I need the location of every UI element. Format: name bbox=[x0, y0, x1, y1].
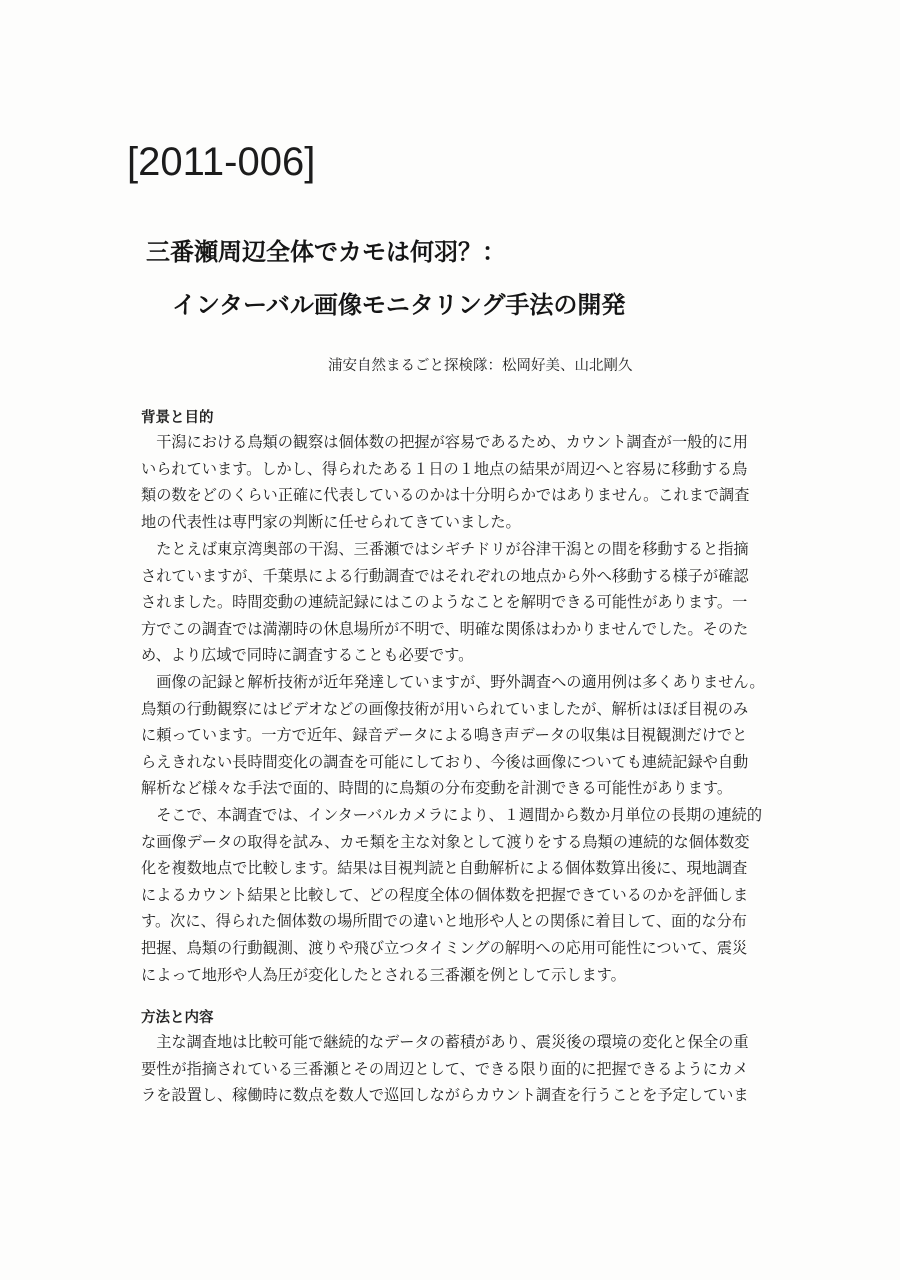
paragraph-line: 画像の記録と解析技術が近年発達していますが、野外調査への適用例は多くありません。 bbox=[156, 673, 765, 691]
paragraph-line: に頼っています。一方で近年、録音データによる鳴き声データの収集は目視観測だけでと bbox=[141, 726, 748, 745]
paragraph-line: 鳥類の行動観察にはビデオなどの画像技術が用いられていましたが、解析はほぼ目視のみ bbox=[141, 699, 749, 718]
paragraph bbox=[141, 429, 781, 535]
paragraph-line: たとえば東京湾奥部の干潟、三番瀬ではシギチドリが谷津干潟との間を移動すると指摘 bbox=[156, 540, 749, 558]
paragraph bbox=[141, 669, 781, 802]
paragraph-line: によるカウント結果と比較して、どの程度全体の個体数を把握できているのかを評価しま bbox=[141, 885, 749, 904]
section-heading-methods: 方法と内容 bbox=[141, 1009, 214, 1026]
paragraph-line: 主な調査地は比較可能で継続的なデータの蓄積があり、震災後の環境の変化と保全の重 bbox=[156, 1033, 749, 1051]
title-line-2: インターバル画像モニタリング手法の開発 bbox=[172, 290, 626, 319]
paragraph-line: によって地形や人為圧が変化したとされる三番瀬を例として示します。 bbox=[141, 965, 626, 984]
section-heading-background: 背景と目的 bbox=[141, 409, 214, 426]
paragraph-line: 把握、鳥類の行動観測、渡りや飛び立つタイミングの解明への応用可能性について、震災 bbox=[141, 938, 748, 957]
paragraph-line: 解析など様々な手法で面的、時間的に鳥類の分布変動を計測できる可能性があります。 bbox=[141, 779, 733, 798]
document-id: [2011-006] bbox=[127, 140, 316, 184]
paragraph-line: め、より広域で同時に調査することも必要です。 bbox=[141, 646, 474, 665]
paragraph-line: 要性が指摘されている三番瀬とその周辺として、できる限り面的に把握できるようにカメ bbox=[141, 1059, 749, 1078]
paragraph-line: そこで、本調査では、インターバルカメラにより、１週間から数か月単位の長期の連続的 bbox=[156, 806, 763, 824]
paragraph-line: 化を複数地点で比較します。結果は目視判読と自動解析による個体数算出後に、現地調査 bbox=[141, 859, 748, 878]
paragraph-line: 類の数をどのくらい正確に代表しているのかは十分明らかではありません。これまで調査 bbox=[141, 486, 750, 505]
paragraph-line: されていますが、千葉県による行動調査ではそれぞれの地点から外へ移動する様子が確認 bbox=[141, 566, 749, 585]
paragraph bbox=[141, 802, 781, 988]
paragraph-line: いられています。しかし、得られたある１日の１地点の結果が周辺へと容易に移動する鳥 bbox=[141, 459, 748, 478]
paragraph-line: らえきれない長時間変化の調査を可能にしており、今後は画像についても連続記録や自動 bbox=[141, 752, 749, 771]
paragraph-line: 干潟における鳥類の観察は個体数の把握が容易であるため、カウント調査が一般的に用 bbox=[156, 433, 748, 451]
paragraph-line: 地の代表性は専門家の判断に任せられてきていました。 bbox=[141, 512, 521, 531]
paragraph bbox=[141, 1029, 781, 1109]
paragraph-line: 方でこの調査では満潮時の休息場所が不明で、明確な関係はわかりませんでした。そのた bbox=[141, 619, 749, 638]
paragraph-line: す。次に、得られた個体数の場所間での違いと地形や人との関係に着目して、面的な分布 bbox=[141, 912, 747, 931]
paragraph bbox=[141, 536, 781, 669]
paragraph-line: されました。時間変動の連続記録にはこのようなことを解明できる可能性があります。一 bbox=[141, 593, 748, 612]
paragraph-line: な画像データの取得を試み、カモ類を主な対象として渡りをする鳥類の連続的な個体数変 bbox=[141, 832, 750, 851]
paragraph-line: ラを設置し、稼働時に数点を数人で巡回しながらカウント調査を行うことを予定していま bbox=[141, 1086, 749, 1105]
authors: 浦安自然まるごと探検隊：松岡好美、山北剛久 bbox=[328, 358, 633, 374]
title-line-1: 三番瀬周辺全体でカモは何羽？： bbox=[146, 237, 506, 266]
